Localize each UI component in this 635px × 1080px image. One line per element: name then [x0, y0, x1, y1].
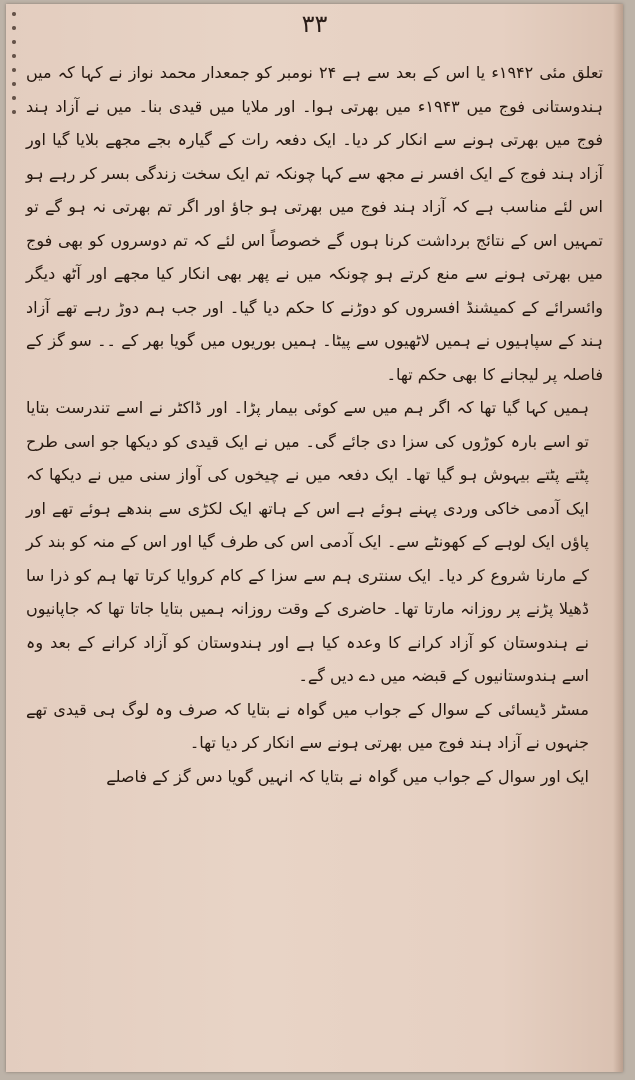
- paragraph-1: تعلق مئی ۱۹۴۲ء یا اس کے بعد سے ہے ۲۴ نومبر کو جمعدار محمد نواز نے کہا کہ میں ہندوستانی فوج میں ۱۹۴۳ء میں بھرتی ہوا۔ اور ملایا میں قیدی بنا۔ میں نے آزاد ہند فوج میں بھرتی ہونے سے انکار کر دیا۔ ایک دفعہ رات کے گیارہ بجے مجھے بلایا گیا اور آزاد ہند فوج کے ایک افسر نے مجھ سے کہا چونکہ تم ایک سخت زندگی بسر کر رہے ہو اس لئے مناسب ہے کہ آزاد ہند فوج میں بھرتی ہو جاؤ اور اگر تم بھرتی نہ ہو گے تو تمہیں اس کے نتائج برداشت کرنا ہوں گے خصوصاً اس لئے کہ تم دوسروں کو بھی فوج میں بھرتی ہونے سے منع کرتے ہو چونکہ میں نے پھر بھی انکار کیا مجھے اور آٹھ دیگر وائسرائے کے کمیشنڈ افسروں کو دوڑنے کا حکم دیا گیا۔ اور جب ہم دوڑ رہے تھے آزاد ہند کے سپاہیوں نے ہمیں لاٹھیوں سے پیٹا۔ ہمیں بوریوں میں گویا بھر کے ۔۔ سو گز کے فاصلہ پر لیجانے کا بھی حکم تھا۔: [26, 63, 604, 384]
- page-body: [26, 56, 603, 793]
- page-number: ۳۳: [301, 10, 328, 38]
- paragraph-4: ایک اور سوال کے جواب میں گواہ نے بتایا کہ انہیں گویا دس گز کے فاصلے: [106, 766, 589, 786]
- page-edge-shadow: [613, 4, 623, 1072]
- paragraph-2: ہمیں کہا گیا تھا کہ اگر ہم میں سے کوئی بیمار پڑا۔ اور ڈاکٹر نے اسے تندرست بتایا تو اسے بارہ کوڑوں کی سزا دی جائے گی۔ میں نے ایک قیدی کو دیکھا جو اسی طرح پٹتے پٹتے بیہوش ہو گیا تھا۔ ایک دفعہ میں نے چیخوں کی آواز سنی میں نے دیکھا کہ ایک آدمی خاکی وردی پہنے ہوئے ہے اس کے ہاتھ ایک لکڑی سے بندھے ہوئے تھے اور پاؤں ایک لوہے کے کھونٹے سے۔ ایک آدمی اس کی طرف گیا اور اس کے منہ کو بند کر کے مارنا شروع کر دیا۔ ایک سنتری ہم سے سزا کے کام کروایا کرتا تھا ہم کو ذرا سا ڈھیلا پڑنے پر روزانہ مارتا تھا۔ حاضری کے وقت روزانہ ہمیں بتایا جاتا تھا کہ جاپانیوں نے ہندوستان کو آزاد کرانے کا وعدہ کیا ہے اور ہندوستان کو آزاد کرانے کے بعد وہ اسے ہندوستانیوں کے قبضہ میں دے دیں گے۔: [26, 398, 589, 685]
- paragraph-3: مسٹر ڈیسائی کے سوال کے جواب میں گواہ نے بتایا کہ صرف وہ لوگ ہی قیدی تھے جنہوں نے آزاد ہند فوج میں بھرتی ہونے سے انکار کر دیا تھا۔: [26, 699, 589, 752]
- book-page: [6, 4, 623, 1072]
